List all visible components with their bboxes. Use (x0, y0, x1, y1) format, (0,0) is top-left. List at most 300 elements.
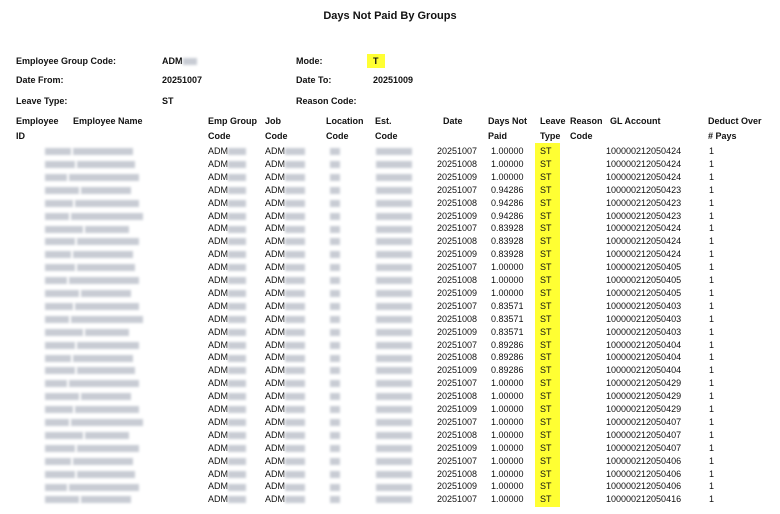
redacted (330, 471, 340, 478)
job-cell (265, 262, 305, 272)
date-cell: 20251007 (437, 223, 478, 234)
leave-type-label: Leave Type: (16, 96, 68, 106)
est-cell (376, 340, 412, 350)
leave-cell: ST (540, 210, 552, 221)
days-cell: 0.89286 (491, 365, 524, 376)
redacted (45, 445, 75, 452)
redacted (330, 277, 340, 284)
redacted (330, 264, 340, 271)
location-cell (330, 236, 340, 246)
emp-id-cell (45, 456, 71, 466)
date-to-value: 20251009 (373, 75, 414, 85)
redacted (45, 238, 75, 245)
emp-group-cell (208, 456, 246, 466)
redacted (376, 342, 412, 349)
gl-cell: 100000212050404 (606, 352, 682, 363)
redacted (77, 238, 139, 245)
table-row (0, 146, 780, 159)
deduct-cell: 1 (709, 275, 715, 285)
redacted (228, 329, 246, 336)
redacted (285, 174, 305, 181)
est-cell (376, 365, 412, 375)
job-cell (265, 146, 305, 156)
date-cell: 20251007 (437, 262, 478, 273)
job-cell (265, 456, 305, 466)
table-row (0, 275, 780, 288)
redacted (71, 419, 143, 426)
emp-group-cell (208, 481, 246, 491)
redacted (228, 264, 246, 271)
location-cell (330, 352, 340, 362)
group-prefix: ADM (208, 158, 228, 169)
redacted (228, 187, 246, 194)
days-cell: 0.83571 (491, 300, 524, 311)
job-prefix: ADM (265, 249, 285, 260)
gl-cell: 100000212050424 (606, 223, 682, 234)
deduct-cell: 1 (709, 391, 715, 402)
redacted (228, 355, 246, 362)
job-prefix: ADM (265, 210, 285, 221)
leave-cell: ST (540, 184, 552, 195)
redacted (45, 367, 75, 374)
hdr-deduct-2: # Pays (708, 131, 737, 141)
redacted (330, 187, 340, 194)
redacted (285, 148, 305, 155)
emp-id-cell (45, 172, 67, 182)
deduct-cell: 1 (709, 197, 715, 208)
redacted (228, 213, 246, 220)
redacted (285, 445, 305, 452)
emp-name-cell (71, 211, 143, 221)
redacted (376, 329, 412, 336)
redacted (376, 471, 412, 478)
redacted (330, 419, 340, 426)
gl-cell: 100000212050407 (606, 442, 682, 453)
redacted (330, 251, 340, 258)
redacted (228, 471, 246, 478)
redacted (376, 419, 412, 426)
gl-cell: 100000212050406 (606, 468, 682, 479)
emp-id-cell (45, 417, 69, 427)
table-row (0, 249, 780, 262)
table-row (0, 288, 780, 301)
location-cell (330, 275, 340, 285)
job-prefix: ADM (265, 404, 285, 414)
leave-cell: ST (540, 378, 552, 389)
emp-group-cell (208, 365, 246, 375)
redacted (376, 161, 412, 168)
redacted (330, 148, 340, 155)
table-row (0, 404, 780, 417)
est-cell (376, 159, 412, 169)
table-row (0, 236, 780, 249)
redacted (228, 316, 246, 323)
group-prefix: ADM (208, 313, 228, 324)
redacted (45, 419, 69, 426)
mode-label: Mode: (296, 56, 323, 66)
emp-group-cell (208, 211, 246, 221)
est-cell (376, 275, 412, 285)
est-cell (376, 430, 412, 440)
leave-cell: ST (540, 481, 552, 492)
redacted (73, 148, 133, 155)
emp-group-cell (208, 494, 246, 504)
redacted (45, 187, 79, 194)
redacted (77, 471, 135, 478)
table-row (0, 172, 780, 185)
redacted (285, 213, 305, 220)
days-cell: 1.00000 (491, 442, 524, 453)
job-prefix: ADM (265, 184, 285, 195)
deduct-cell: 1 (709, 352, 715, 363)
emp-id-cell (45, 404, 73, 414)
emp-id-cell (45, 288, 79, 298)
est-cell (376, 223, 412, 233)
redacted (45, 200, 73, 207)
redacted (228, 445, 246, 452)
days-cell: 0.83571 (491, 326, 524, 337)
redacted (228, 277, 246, 284)
hdr-date: Date (443, 116, 463, 126)
deduct-cell: 1 (709, 378, 715, 389)
redacted (45, 471, 75, 478)
redacted (376, 213, 412, 220)
redacted (45, 290, 79, 297)
emp-id-cell (45, 146, 71, 156)
emp-group-cell (208, 430, 246, 440)
redacted (376, 187, 412, 194)
redacted (330, 367, 340, 374)
redacted (228, 432, 246, 439)
redacted (376, 238, 412, 245)
job-cell (265, 172, 305, 182)
redacted (75, 303, 139, 310)
group-prefix: ADM (208, 197, 228, 208)
job-prefix: ADM (265, 365, 285, 376)
gl-cell: 100000212050405 (606, 287, 682, 298)
table-row (0, 301, 780, 314)
leave-cell: ST (540, 313, 552, 324)
date-cell: 20251009 (437, 404, 478, 414)
group-prefix: ADM (208, 249, 228, 260)
emp-group-cell (208, 172, 246, 182)
leave-cell: ST (540, 352, 552, 363)
leave-cell: ST (540, 275, 552, 285)
table-row (0, 340, 780, 353)
job-prefix: ADM (265, 326, 285, 337)
redacted (77, 445, 139, 452)
date-cell: 20251007 (437, 455, 478, 466)
redacted (285, 484, 305, 491)
days-cell: 1.00000 (491, 287, 524, 298)
emp-name-cell (73, 456, 133, 466)
deduct-cell: 1 (709, 455, 715, 466)
days-cell: 1.00000 (491, 146, 524, 156)
date-cell: 20251009 (437, 249, 478, 260)
hdr-deduct: Deduct Over (708, 116, 762, 126)
deduct-cell: 1 (709, 184, 715, 195)
deduct-cell: 1 (709, 429, 715, 440)
table-row (0, 159, 780, 172)
redacted (376, 406, 412, 413)
redacted (228, 367, 246, 374)
emp-id-cell (45, 236, 75, 246)
redacted (77, 342, 139, 349)
emp-name-cell (73, 146, 133, 156)
emp-group-text: ADM (162, 56, 183, 66)
location-cell (330, 146, 340, 156)
redacted (285, 380, 305, 387)
location-cell (330, 262, 340, 272)
leave-cell: ST (540, 416, 552, 427)
location-cell (330, 249, 340, 259)
emp-id-cell (45, 198, 73, 208)
est-cell (376, 301, 412, 311)
group-prefix: ADM (208, 481, 228, 492)
redacted (45, 226, 83, 233)
redacted (285, 290, 305, 297)
emp-group-cell (208, 288, 246, 298)
job-cell (265, 417, 305, 427)
days-cell: 1.00000 (491, 429, 524, 440)
est-cell (376, 494, 412, 504)
date-from-value: 20251007 (162, 75, 203, 85)
group-prefix: ADM (208, 171, 228, 182)
emp-name-cell (81, 391, 131, 401)
leave-cell: ST (540, 236, 552, 247)
emp-group-cell (208, 391, 246, 401)
gl-cell: 100000212050424 (606, 158, 682, 169)
group-prefix: ADM (208, 378, 228, 389)
deduct-cell: 1 (709, 481, 715, 492)
leave-cell: ST (540, 249, 552, 260)
redacted (228, 458, 246, 465)
redacted (376, 445, 412, 452)
job-prefix: ADM (265, 481, 285, 492)
redacted (75, 200, 139, 207)
job-cell (265, 494, 305, 504)
redacted (376, 290, 412, 297)
date-cell: 20251008 (437, 158, 478, 169)
group-prefix: ADM (208, 275, 228, 285)
redacted (330, 484, 340, 491)
job-cell (265, 301, 305, 311)
job-cell (265, 288, 305, 298)
deduct-cell: 1 (709, 171, 715, 182)
leave-type-value: ST (162, 96, 174, 106)
emp-id-cell (45, 443, 75, 453)
job-prefix: ADM (265, 197, 285, 208)
table-row (0, 223, 780, 236)
deduct-cell: 1 (709, 365, 715, 376)
est-cell (376, 172, 412, 182)
redacted (45, 355, 71, 362)
job-prefix: ADM (265, 262, 285, 273)
days-cell: 1.00000 (491, 481, 524, 492)
hdr-gl: GL Account (610, 116, 661, 126)
leave-cell: ST (540, 391, 552, 402)
redacted (285, 200, 305, 207)
hdr-days: Days Not (488, 116, 528, 126)
redacted (330, 342, 340, 349)
emp-group-cell (208, 314, 246, 324)
days-cell: 0.89286 (491, 352, 524, 363)
job-cell (265, 352, 305, 362)
location-cell (330, 327, 340, 337)
est-cell (376, 249, 412, 259)
job-prefix: ADM (265, 442, 285, 453)
job-prefix: ADM (265, 378, 285, 389)
emp-id-cell (45, 327, 83, 337)
redacted (376, 393, 412, 400)
hdr-emp-group: Emp Group (208, 116, 257, 126)
group-prefix: ADM (208, 365, 228, 376)
location-cell (330, 314, 340, 324)
redacted (330, 496, 340, 503)
deduct-cell: 1 (709, 494, 715, 505)
emp-name-cell (81, 185, 131, 195)
redacted (228, 200, 246, 207)
job-cell (265, 314, 305, 324)
redacted (330, 174, 340, 181)
redacted (69, 484, 139, 491)
emp-group-cell (208, 404, 246, 414)
redacted (285, 393, 305, 400)
emp-name-cell (81, 288, 131, 298)
redacted (376, 432, 412, 439)
table-row (0, 352, 780, 365)
date-to-label: Date To: (296, 75, 332, 85)
redacted (228, 238, 246, 245)
deduct-cell: 1 (709, 468, 715, 479)
job-cell (265, 430, 305, 440)
job-cell (265, 481, 305, 491)
gl-cell: 100000212050429 (606, 404, 682, 414)
redacted (69, 174, 139, 181)
table-row (0, 443, 780, 456)
emp-name-cell (75, 198, 139, 208)
redacted (45, 213, 69, 220)
redacted (285, 226, 305, 233)
group-prefix: ADM (208, 146, 228, 156)
emp-name-cell (77, 469, 135, 479)
hdr-location-2: Code (326, 131, 349, 141)
days-cell: 0.94286 (491, 197, 524, 208)
hdr-emp-group-2: Code (208, 131, 231, 141)
redacted (45, 393, 79, 400)
redacted (45, 251, 71, 258)
gl-cell: 100000212050403 (606, 300, 682, 311)
date-from-label: Date From: (16, 75, 64, 85)
location-cell (330, 211, 340, 221)
table-row (0, 456, 780, 469)
emp-name-cell (69, 172, 139, 182)
days-cell: 0.83571 (491, 313, 524, 324)
est-cell (376, 352, 412, 362)
hdr-days-2: Paid (488, 131, 508, 141)
gl-cell: 100000212050405 (606, 262, 682, 273)
hdr-emp-id-2: ID (16, 131, 25, 141)
redacted (228, 226, 246, 233)
date-cell: 20251009 (437, 365, 478, 376)
est-cell (376, 198, 412, 208)
emp-id-cell (45, 185, 79, 195)
redacted (330, 393, 340, 400)
gl-cell: 100000212050429 (606, 378, 682, 389)
gl-cell: 100000212050407 (606, 416, 682, 427)
est-cell (376, 378, 412, 388)
est-cell (376, 417, 412, 427)
group-prefix: ADM (208, 287, 228, 298)
redacted (376, 496, 412, 503)
leave-cell: ST (540, 223, 552, 234)
redacted (330, 406, 340, 413)
hdr-leave-2: Type (540, 131, 561, 141)
leave-cell: ST (540, 468, 552, 479)
redacted (376, 380, 412, 387)
group-prefix: ADM (208, 494, 228, 505)
redacted (85, 432, 129, 439)
redacted (285, 496, 305, 503)
emp-group-cell (208, 327, 246, 337)
redacted (330, 445, 340, 452)
emp-group-cell (208, 146, 246, 156)
days-cell: 0.94286 (491, 210, 524, 221)
redacted (285, 471, 305, 478)
table-row (0, 314, 780, 327)
job-prefix: ADM (265, 429, 285, 440)
redacted (285, 329, 305, 336)
date-cell: 20251009 (437, 326, 478, 337)
emp-id-cell (45, 159, 75, 169)
est-cell (376, 185, 412, 195)
redacted (45, 406, 73, 413)
date-cell: 20251007 (437, 494, 478, 505)
emp-group-cell (208, 352, 246, 362)
redacted (330, 329, 340, 336)
job-prefix: ADM (265, 494, 285, 505)
emp-name-cell (77, 262, 135, 272)
redacted (285, 458, 305, 465)
emp-id-cell (45, 275, 67, 285)
redacted (330, 238, 340, 245)
job-cell (265, 236, 305, 246)
group-prefix: ADM (208, 223, 228, 234)
redacted (228, 148, 246, 155)
leave-cell: ST (540, 146, 552, 156)
redacted (81, 187, 131, 194)
job-cell (265, 327, 305, 337)
date-cell: 20251008 (437, 352, 478, 363)
hdr-emp-name: Employee Name (73, 116, 143, 126)
redacted (285, 367, 305, 374)
redacted (330, 380, 340, 387)
emp-name-cell (77, 443, 139, 453)
deduct-cell: 1 (709, 404, 715, 414)
job-prefix: ADM (265, 339, 285, 350)
emp-id-cell (45, 340, 75, 350)
days-cell: 0.94286 (491, 184, 524, 195)
emp-group-cell (208, 340, 246, 350)
emp-group-cell (208, 417, 246, 427)
deduct-cell: 1 (709, 236, 715, 247)
redacted (376, 264, 412, 271)
gl-cell: 100000212050423 (606, 184, 682, 195)
days-cell: 0.83928 (491, 249, 524, 260)
redacted (330, 226, 340, 233)
leave-cell: ST (540, 365, 552, 376)
job-prefix: ADM (265, 455, 285, 466)
